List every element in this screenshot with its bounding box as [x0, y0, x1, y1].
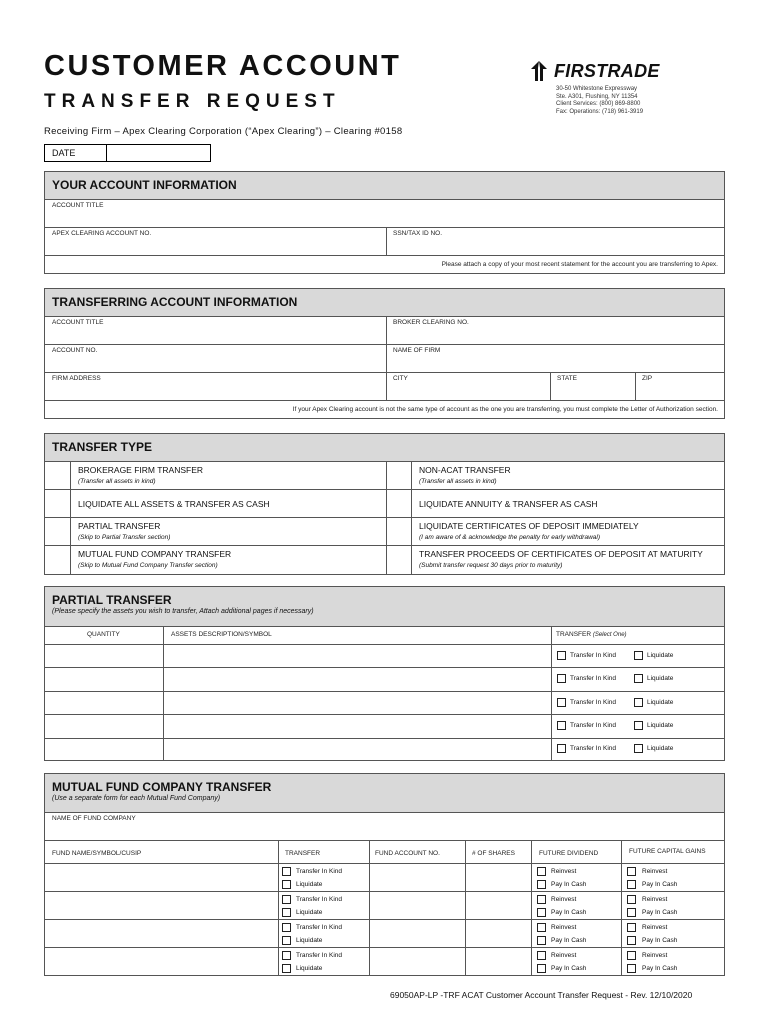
reinvest-label: Reinvest [551, 896, 577, 903]
state-field[interactable]: STATE [557, 375, 577, 382]
mutual-fund-transfer-sub: (Skip to Mutual Fund Company Transfer section) [78, 562, 218, 569]
transfer-type-section [44, 433, 725, 575]
mutual-heading: MUTUAL FUND COMPANY TRANSFER [52, 780, 272, 794]
cap-reinvest-checkbox[interactable] [627, 867, 636, 876]
form-title: CUSTOMER ACCOUNT [44, 50, 402, 82]
transfer-account-no-field[interactable]: ACCOUNT NO. [52, 347, 98, 354]
cap-cash-checkbox[interactable] [627, 908, 636, 917]
kind-checkbox[interactable] [282, 867, 291, 876]
liquidate-checkbox[interactable] [634, 698, 643, 707]
cash-label: Pay In Cash [551, 909, 587, 916]
cash-label: Pay In Cash [551, 965, 587, 972]
liquidate-checkbox[interactable] [282, 964, 291, 973]
cash-label: Pay In Cash [642, 965, 678, 972]
div-reinvest-checkbox[interactable] [537, 895, 546, 904]
firm-address-block [556, 86, 643, 116]
col-capital-gains: FUTURE CAPITAL GAINS [629, 848, 706, 855]
liquidate-label: Liquidate [647, 745, 674, 752]
cap-reinvest-checkbox[interactable] [627, 951, 636, 960]
partial-transfer-sub: (Skip to Partial Transfer section) [78, 534, 171, 541]
liquidate-cd-sub: (I am aware of & acknowledge the penalty for early withdrawal) [419, 534, 601, 541]
kind-label: Transfer In Kind [296, 924, 343, 931]
reinvest-label: Reinvest [642, 952, 668, 959]
transferring-account-section [44, 288, 725, 419]
liquidate-checkbox[interactable] [634, 651, 643, 660]
liquidate-annuity-label: LIQUIDATE ANNUITY & TRANSFER AS CASH [419, 499, 598, 509]
date-label: DATE [45, 145, 107, 161]
kind-label: Transfer In Kind [570, 652, 617, 659]
div-reinvest-checkbox[interactable] [537, 951, 546, 960]
mutual-sub: (Use a separate form for each Mutual Fund Company) [52, 795, 221, 802]
liquidate-label: Liquidate [296, 881, 323, 888]
non-acat-label: NON-ACAT TRANSFER [419, 465, 511, 475]
col-dividend: FUTURE DIVIDEND [539, 850, 599, 857]
col-fund-account: FUND ACCOUNT NO. [375, 850, 440, 857]
liquidate-label: Liquidate [647, 722, 674, 729]
liquidate-all-label: LIQUIDATE ALL ASSETS & TRANSFER AS CASH [78, 499, 270, 509]
col-shares: # OF SHARES [472, 850, 515, 857]
form-subtitle: TRANSFER REQUEST [44, 91, 341, 112]
div-cash-checkbox[interactable] [537, 936, 546, 945]
reinvest-label: Reinvest [551, 868, 577, 875]
cd-maturity-label: TRANSFER PROCEEDS OF CERTIFICATES OF DEPOSIT AT MATURITY [419, 549, 703, 559]
liquidate-checkbox[interactable] [634, 674, 643, 683]
apex-account-no-field[interactable]: APEX CLEARING ACCOUNT NO. [52, 230, 152, 237]
cap-reinvest-checkbox[interactable] [627, 895, 636, 904]
receiving-firm: Receiving Firm – Apex Clearing Corporation (“Apex Clearing”) – Clearing #0158 [44, 126, 403, 137]
col-transfer-sub: (Select One) [592, 632, 627, 638]
address-line: Fax: Operations: (718) 961-3919 [556, 108, 644, 115]
authorization-note: If your Apex Clearing account is not the same type of account as the one you are transferring, you must complete the Letter of Authorization section. [292, 406, 718, 413]
liquidate-checkbox[interactable] [282, 908, 291, 917]
col-transfer [556, 631, 627, 638]
your-account-section [44, 171, 725, 274]
cap-cash-checkbox[interactable] [627, 936, 636, 945]
address-line: Client Services: (800) 869-8800 [556, 101, 641, 107]
section-heading: TRANSFERRING ACCOUNT INFORMATION [45, 289, 724, 316]
kind-label: Transfer In Kind [296, 896, 343, 903]
div-reinvest-checkbox[interactable] [537, 867, 546, 876]
liquidate-label: Liquidate [647, 699, 674, 706]
div-cash-checkbox[interactable] [537, 908, 546, 917]
date-field[interactable] [44, 144, 211, 162]
kind-checkbox[interactable] [557, 698, 566, 707]
kind-checkbox[interactable] [282, 923, 291, 932]
brokerage-transfer-sub: (Transfer all assets in kind) [78, 478, 156, 485]
col-transfer-label: TRANSFER [556, 631, 592, 638]
kind-label: Transfer In Kind [570, 722, 617, 729]
logo-text: FIRSTRADE [554, 60, 660, 81]
section-heading: YOUR ACCOUNT INFORMATION [45, 172, 724, 199]
firm-address-field[interactable]: FIRM ADDRESS [52, 375, 101, 382]
zip-field[interactable]: ZIP [642, 375, 653, 382]
kind-checkbox[interactable] [557, 721, 566, 730]
kind-checkbox[interactable] [282, 951, 291, 960]
partial-heading: PARTIAL TRANSFER [52, 593, 172, 607]
kind-label: Transfer In Kind [296, 952, 343, 959]
cash-label: Pay In Cash [642, 881, 678, 888]
kind-checkbox[interactable] [557, 651, 566, 660]
partial-sub: (Please specify the assets you wish to transfer, Attach additional pages if necessary) [52, 608, 314, 615]
liquidate-cd-label: LIQUIDATE CERTIFICATES OF DEPOSIT IMMEDIATELY [419, 521, 639, 531]
mutual-fund-transfer-label: MUTUAL FUND COMPANY TRANSFER [78, 549, 232, 559]
reinvest-label: Reinvest [642, 924, 668, 931]
partial-transfer-label: PARTIAL TRANSFER [78, 521, 161, 531]
div-cash-checkbox[interactable] [537, 880, 546, 889]
col-fund-name: FUND NAME/SYMBOL/CUSIP [52, 850, 142, 857]
address-line: 30-50 Whitestone Expressway [556, 86, 638, 92]
firstrade-logo [528, 58, 668, 84]
transfer-account-title-field[interactable]: ACCOUNT TITLE [52, 319, 104, 326]
firm-name-field[interactable]: NAME OF FIRM [393, 347, 441, 354]
reinvest-label: Reinvest [642, 868, 668, 875]
kind-checkbox[interactable] [557, 744, 566, 753]
account-title-field[interactable]: ACCOUNT TITLE [52, 202, 104, 209]
non-acat-sub: (Transfer all assets in kind) [419, 478, 497, 485]
div-cash-checkbox[interactable] [537, 964, 546, 973]
kind-label: Transfer In Kind [570, 745, 617, 752]
reinvest-label: Reinvest [551, 924, 577, 931]
liquidate-label: Liquidate [296, 909, 323, 916]
brokerage-transfer-label: BROKERAGE FIRM TRANSFER [78, 465, 203, 475]
reinvest-label: Reinvest [642, 896, 668, 903]
kind-checkbox[interactable] [282, 895, 291, 904]
city-field[interactable]: CITY [393, 375, 408, 382]
firstrade-logo-icon [528, 60, 550, 82]
ssn-field[interactable]: SSN/TAX ID NO. [393, 230, 442, 237]
col-assets: ASSETS DESCRIPTION/SYMBOL [171, 631, 272, 638]
cash-label: Pay In Cash [551, 881, 587, 888]
broker-clearing-no-field[interactable]: BROKER CLEARING NO. [393, 319, 469, 326]
liquidate-label: Liquidate [647, 652, 674, 659]
cap-cash-checkbox[interactable] [627, 880, 636, 889]
liquidate-label: Liquidate [296, 965, 323, 972]
footer-form-number: 69050AP-LP -TRF ACAT Customer Account Transfer Request - Rev. 12/10/2020 [390, 990, 693, 1000]
brokerage-transfer-checkbox[interactable] [53, 470, 62, 479]
cash-label: Pay In Cash [642, 909, 678, 916]
partial-transfer-section [44, 586, 725, 761]
liquidate-checkbox[interactable] [282, 880, 291, 889]
section-heading [45, 587, 724, 626]
fund-company-field[interactable]: NAME OF FUND COMPANY [52, 815, 136, 822]
cap-cash-checkbox[interactable] [627, 964, 636, 973]
liquidate-label: Liquidate [647, 675, 674, 682]
kind-label: Transfer In Kind [570, 675, 617, 682]
liquidate-label: Liquidate [296, 937, 323, 944]
address-line: Ste. A301, Flushing, NY 11354 [556, 93, 638, 100]
kind-label: Transfer In Kind [570, 699, 617, 706]
section-heading [45, 774, 724, 812]
reinvest-label: Reinvest [551, 952, 577, 959]
section-heading: TRANSFER TYPE [45, 434, 724, 461]
liquidate-checkbox[interactable] [282, 936, 291, 945]
cash-label: Pay In Cash [551, 937, 587, 944]
cash-label: Pay In Cash [642, 937, 678, 944]
liquidate-checkbox[interactable] [634, 721, 643, 730]
cd-maturity-sub: (Submit transfer request 30 days prior to maturity) [419, 562, 563, 569]
statement-note: Please attach a copy of your most recent statement for the account you are transferring to Apex. [441, 261, 718, 268]
cap-reinvest-checkbox[interactable] [627, 923, 636, 932]
col-quantity: QUANTITY [87, 631, 120, 638]
div-reinvest-checkbox[interactable] [537, 923, 546, 932]
liquidate-checkbox[interactable] [634, 744, 643, 753]
kind-label: Transfer In Kind [296, 868, 343, 875]
col-transfer: TRANSFER [285, 850, 321, 857]
mutual-fund-section [44, 773, 725, 976]
kind-checkbox[interactable] [557, 674, 566, 683]
